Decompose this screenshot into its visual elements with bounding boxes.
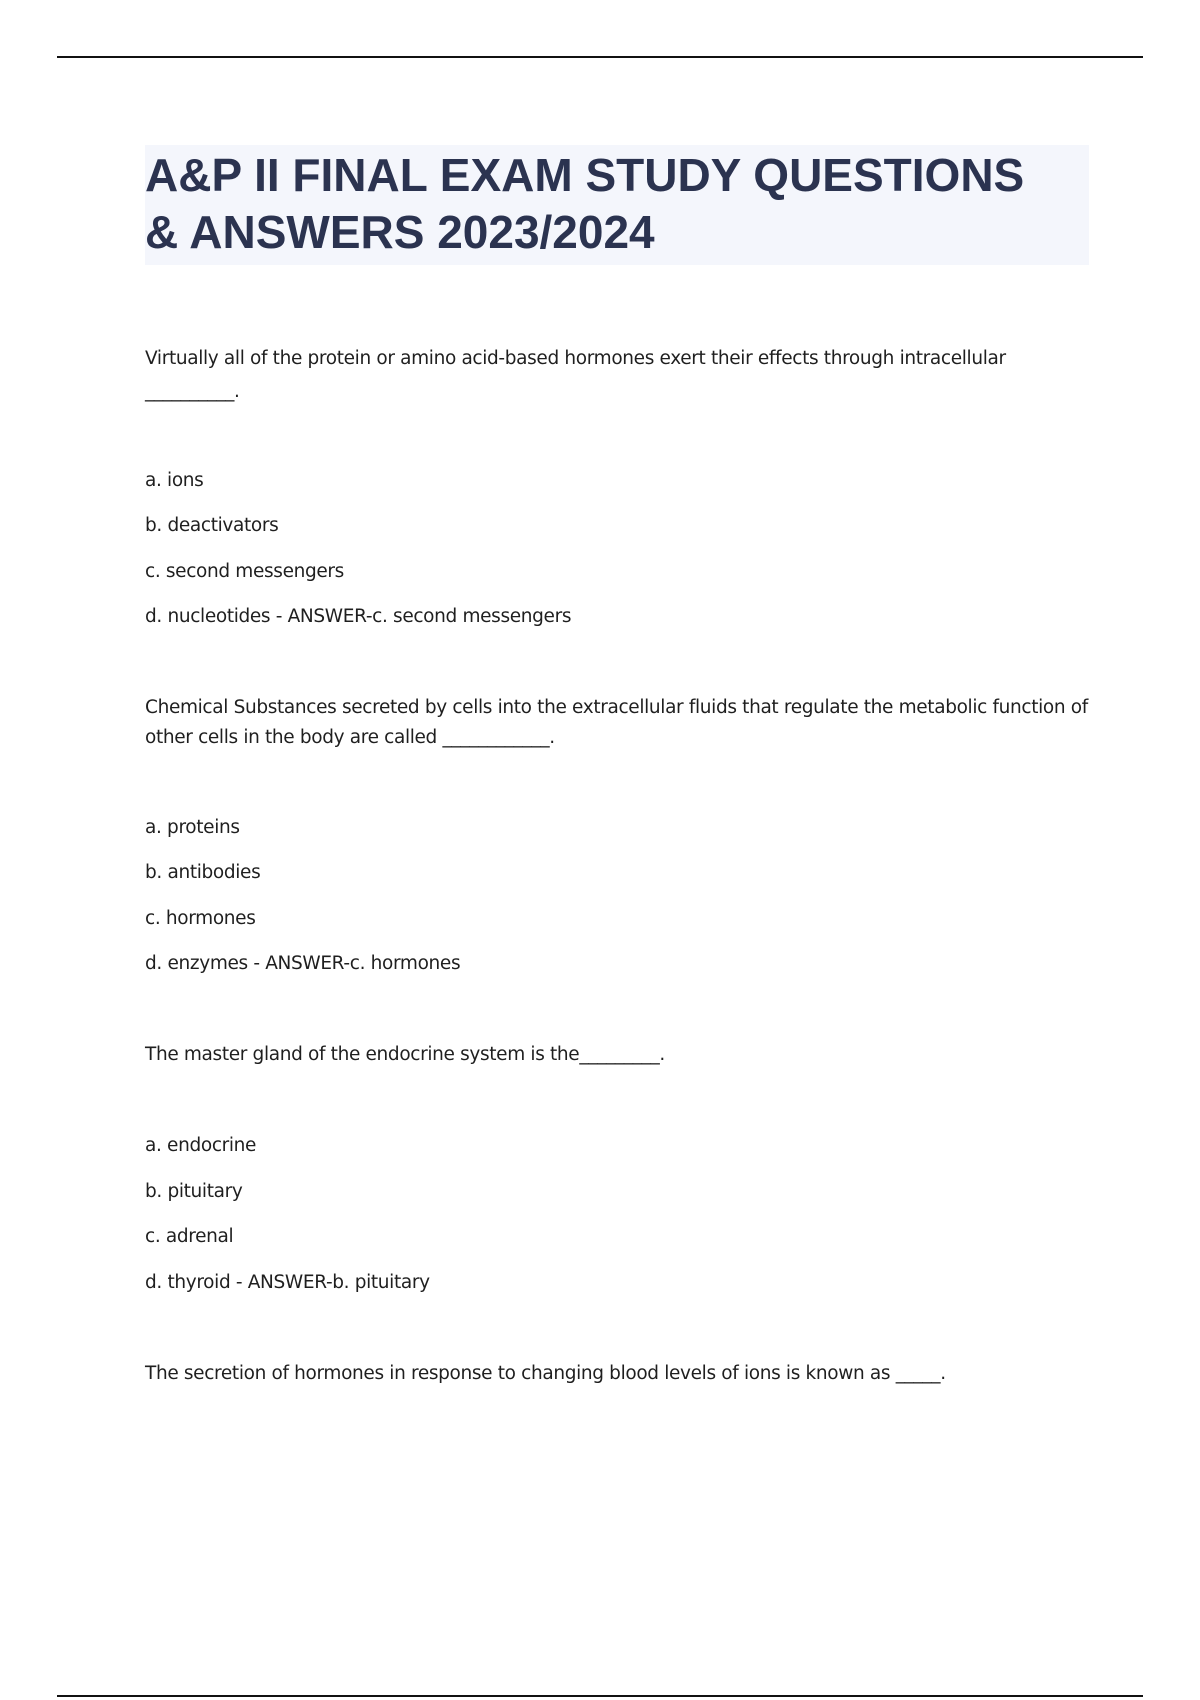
document-title — [145, 145, 1089, 265]
question-3-option-c: c. adrenal — [145, 1226, 234, 1247]
question-2-option-a: a. proteins — [145, 817, 240, 838]
question-1-option-a: a. ions — [145, 470, 204, 491]
title-line-1: A&P II FINAL EXAM STUDY QUESTIONS — [145, 149, 1025, 201]
question-1-option-d-answer: d. nucleotides - ANSWER-c. second messengers — [145, 606, 572, 627]
question-1-option-c: c. second messengers — [145, 561, 344, 582]
bottom-rule — [57, 1695, 1143, 1697]
question-4-stem: The secretion of hormones in response to changing blood levels of ions is known as _____. — [145, 1363, 946, 1384]
question-1-stem-line-1: Virtually all of the protein or amino acid-based hormones exert their effects through intracellular — [145, 348, 1006, 369]
question-1-stem-line-2: __________. — [145, 381, 240, 402]
question-3-option-d-answer: d. thyroid - ANSWER-b. pituitary — [145, 1272, 430, 1293]
question-2-stem-line-2: other cells in the body are called ____________. — [145, 727, 555, 748]
question-3-stem: The master gland of the endocrine system is the_________. — [145, 1044, 665, 1065]
question-3-option-a: a. endocrine — [145, 1135, 257, 1156]
title-line-2: & ANSWERS 2023/2024 — [145, 206, 655, 258]
question-3-option-b: b. pituitary — [145, 1181, 243, 1202]
question-2-option-b: b. antibodies — [145, 862, 261, 883]
question-1-option-b: b. deactivators — [145, 515, 279, 536]
question-2-stem-line-1: Chemical Substances secreted by cells into the extracellular fluids that regulate the metabolic function of — [145, 697, 1088, 718]
top-rule — [57, 56, 1143, 58]
question-2-option-d-answer: d. enzymes - ANSWER-c. hormones — [145, 953, 461, 974]
question-2-option-c: c. hormones — [145, 908, 256, 929]
